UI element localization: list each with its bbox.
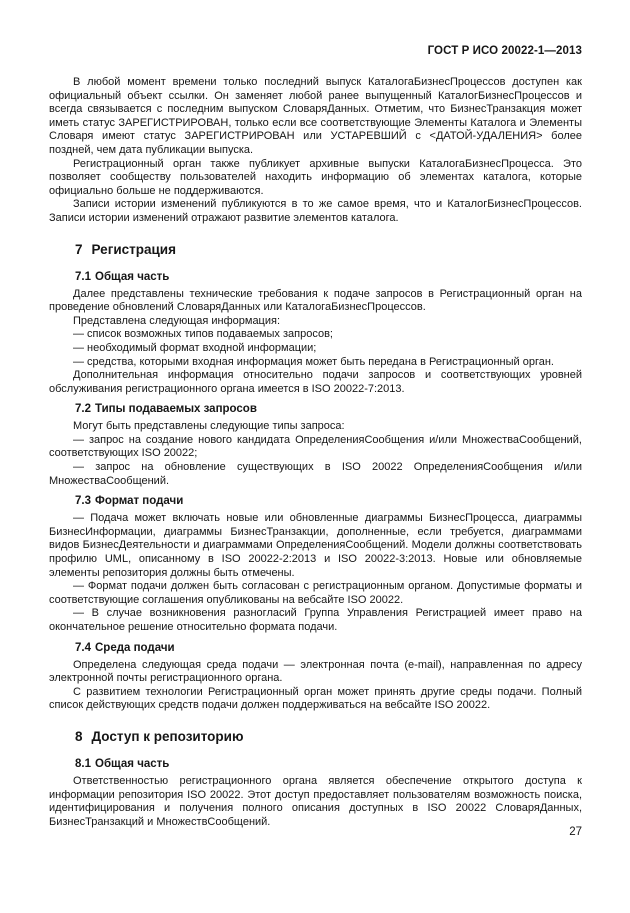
paragraph-additional-info: Дополнительная информация относительно подачи запросов и соответствующих уровней обслуживания регистрационного органа имеется в ISO 20022-7:2013.	[49, 369, 582, 395]
subsection-number: 7.4	[75, 641, 91, 654]
subsection-7-1-heading	[49, 270, 582, 284]
subsection-7-4-heading	[49, 641, 582, 655]
running-header: ГОСТ Р ИСО 20022-1—2013	[427, 45, 582, 57]
subsection-title: Общая часть	[95, 270, 170, 283]
subsection-number: 7.2	[75, 403, 91, 416]
list-item-dispute-resolution: — В случае возникновения разногласий Группа Управления Регистрацией имеет право на окончательное решение относительно формата подачи.	[49, 607, 582, 633]
section-number: 7	[75, 241, 83, 257]
section-7-heading	[49, 241, 582, 258]
page-number: 27	[569, 826, 582, 838]
section-number: 8	[75, 728, 83, 744]
paragraph-repository-access: Ответственностью регистрационного органа является обеспечение открытого доступа к информации репозитория ISO 20022. Этот доступ предоставляет пользователям возможность поиска, идентифицирования и получения полного описания доступных в ISO 20022 СловаряДанных, БизнесТранзакций и МножествСообщений.	[49, 774, 582, 828]
subsection-8-1-heading	[49, 757, 582, 771]
paragraph-change-history: Записи истории изменений публикуются в то же самое время, что и КаталогБизнесПроцессов. Записи истории изменений отражают развитие элементов каталога.	[49, 198, 582, 224]
list-item-update-request: — запрос на обновление существующих в ISO 20022 ОпределенияСообщения и/или МножестваСообщений.	[49, 461, 582, 487]
paragraph-submission-requirements: Далее представлены технические требования к подаче запросов в Регистрационный орган на проведение обновлений СловаряДанных или КаталогаБизнесПроцессов.	[49, 287, 582, 314]
subsection-number: 8.1	[75, 757, 91, 770]
subsection-title: Общая часть	[95, 757, 170, 770]
list-item-input-format: — необходимый формат входной информации;	[73, 341, 317, 354]
paragraph-request-types-intro: Могут быть представлены следующие типы запроса:	[73, 420, 345, 433]
subsection-title: Типы подаваемых запросов	[95, 403, 257, 416]
paragraph-archive-issues: Регистрационный орган также публикует архивные выпуски КаталогаБизнесПроцесса. Это позволяет сообществу пользователей находить информацию об элементах каталога, которые официально больше не поддерживаются.	[49, 157, 582, 197]
paragraph-info-intro: Представлена следующая информация:	[73, 314, 281, 327]
document-body	[49, 76, 582, 829]
list-item-new-candidate-request: — запрос на создание нового кандидата ОпределенияСообщения и/или МножестваСообщений, соответствующих ISO 20022;	[49, 433, 582, 460]
paragraph-submission-medium: Определена следующая среда подачи — электронная почта (e-mail), направленная по адресу электронной почты регистрационного органа.	[49, 658, 582, 685]
paragraph-other-media: С развитием технологии Регистрационный орган может принять другие среды подачи. Полный список действующих средств подачи должен поддерживаться на вебсайте ISO 20022.	[49, 685, 582, 712]
list-item-request-types: — список возможных типов подаваемых запросов;	[73, 328, 333, 341]
list-item-submission-content: — Подача может включать новые или обновленные диаграммы БизнесПроцесса, диаграммы БизнесИнформации, диаграммы БизнесТранзакции, дополненные, если требуется, диаграммами видов БизнесДеятельности и диаграммами ОпределенияСообщений. Модели должны соответствовать профилю UML, описанному в ISO 20022-2:2013 и ISO 20022-3:2013. Новые или обновляемые элементы репозитория должны быть отмечены.	[49, 512, 582, 579]
list-item-format-agreement: — Формат подачи должен быть согласован с регистрационным органом. Допустимые форматы и соответствующие соглашения опубликованы на вебсайте ISO 20022.	[49, 580, 582, 606]
subsection-number: 7.3	[75, 495, 91, 508]
subsection-title: Среда подачи	[95, 641, 175, 654]
paragraph-latest-issue: В любой момент времени только последний выпуск КаталогаБизнесПроцессов доступен как официальный объект ссылки. Он заменяет любой ранее выпущенный КаталогБизнесПроцессов и всегда связывается с последним выпуском СловаряДанных. Отметим, что БизнесТранзакция может иметь статус ЗАРЕГИСТРИРОВАН, только если все соответствующие Элементы Каталога и Элементы Словаря имеют статус ЗАРЕГИСТРИРОВАН или УСТАРЕВШИЙ с <ДАТОЙ-УДАЛЕНИЯ> более поздней, чем дата публикации выпуска.	[49, 76, 582, 156]
subsection-7-2-heading	[49, 402, 582, 416]
list-item-transfer-means: — средства, которыми входная информация может быть передана в Регистрационный орган.	[73, 355, 554, 368]
section-8-heading	[49, 728, 582, 745]
section-title: Доступ к репозиторию	[91, 728, 244, 744]
subsection-title: Формат подачи	[95, 495, 184, 508]
section-title: Регистрация	[91, 241, 176, 257]
subsection-number: 7.1	[75, 270, 91, 283]
subsection-7-3-heading	[49, 494, 582, 508]
